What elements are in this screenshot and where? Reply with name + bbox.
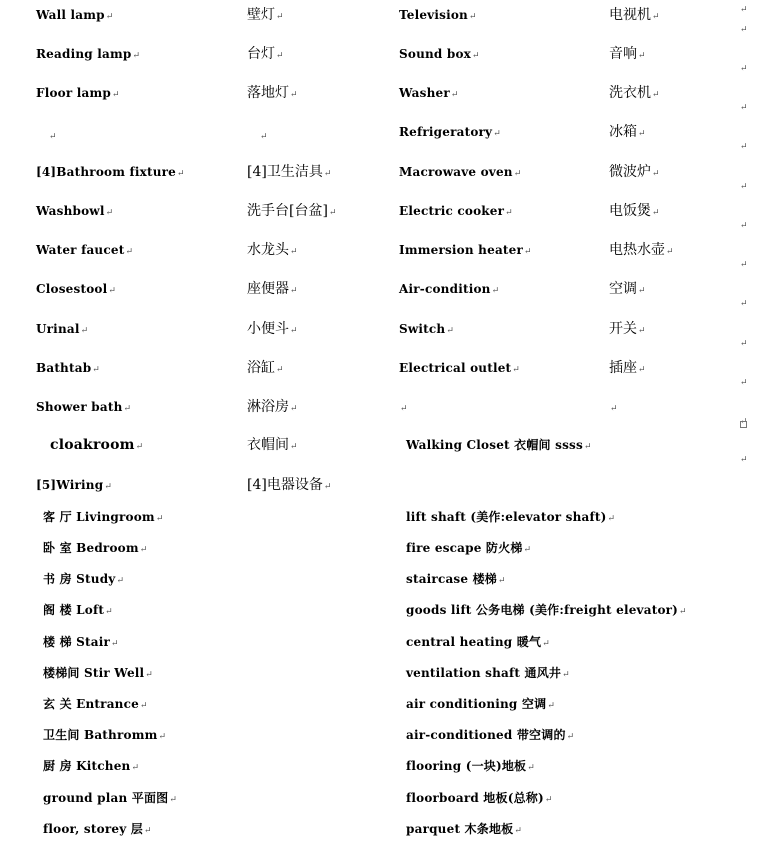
table-cell — [36, 203, 113, 221]
paragraph-mark-icon: ↵ — [610, 404, 618, 414]
table-cell — [36, 281, 116, 299]
list-item-left-text: 卧 室 Bedroom — [43, 541, 139, 555]
list-item-right — [406, 727, 574, 745]
table-cell-text: Walking Closet 衣帽间 ssss — [406, 438, 583, 452]
table-cell — [247, 360, 284, 378]
list-item-right-text: goods lift 公务电梯 (美作:freight elevator) — [406, 603, 679, 617]
row-end-mark-icon: ↵ — [740, 5, 748, 15]
table-cell — [609, 281, 646, 299]
table-cell — [36, 399, 131, 417]
paragraph-mark-icon: ↵ — [290, 90, 298, 100]
paragraph-mark-icon: ↵ — [566, 732, 575, 742]
list-item-right-text: fire escape 防火梯 — [406, 541, 523, 555]
list-item-right-text: ventilation shaft 通风井 — [406, 666, 562, 680]
paragraph-mark-icon: ↵ — [260, 132, 268, 142]
paragraph-mark-icon: ↵ — [112, 90, 120, 100]
paragraph-mark-icon: ↵ — [544, 795, 553, 805]
table-cell-text: Air-condition — [399, 282, 491, 296]
list-item-left-text: ground plan 平面图 — [43, 791, 169, 805]
table-cell-text: Electrical outlet — [399, 361, 512, 375]
table-cell — [259, 127, 268, 145]
paragraph-mark-icon: ↵ — [80, 326, 89, 336]
list-item-right-text: central heating 暖气 — [406, 635, 542, 649]
paragraph-mark-icon: ↵ — [145, 670, 154, 680]
list-item-right — [406, 634, 550, 652]
table-cell-text: 音响 — [609, 46, 637, 62]
list-item-left — [43, 696, 148, 714]
list-item-left-text: 楼 梯 Stair — [43, 635, 111, 649]
list-item-right — [406, 509, 615, 527]
paragraph-mark-icon: ↵ — [290, 442, 298, 452]
paragraph-mark-icon: ↵ — [638, 129, 646, 139]
paragraph-mark-icon: ↵ — [638, 51, 646, 61]
table-cell-text: 落地灯 — [247, 85, 289, 101]
paragraph-mark-icon: ↵ — [493, 129, 501, 139]
paragraph-mark-icon: ↵ — [542, 639, 550, 649]
paragraph-mark-icon: ↵ — [607, 514, 616, 524]
table-cell-text: Closestool — [36, 282, 108, 296]
paragraph-mark-icon: ↵ — [446, 326, 455, 336]
row-end-mark-icon: ↵ — [740, 142, 748, 152]
list-item-right — [406, 571, 506, 589]
paragraph-mark-icon: ↵ — [512, 365, 521, 375]
table-cell-text: 洗衣机 — [609, 85, 651, 101]
table-cell-text: Reading lamp — [36, 47, 132, 61]
paragraph-mark-icon: ↵ — [155, 514, 164, 524]
paragraph-mark-icon: ↵ — [116, 576, 125, 586]
table-cell-text: [5]Wiring — [36, 478, 104, 492]
paragraph-mark-icon: ↵ — [105, 607, 113, 617]
list-item-left-text: 卫生间 Bathromm — [43, 728, 158, 742]
table-cell-text: 电视机 — [609, 7, 651, 23]
paragraph-mark-icon: ↵ — [290, 326, 298, 336]
table-cell-text: [4]卫生洁具 — [247, 164, 323, 180]
list-item-left-text: 客 厅 Livingroom — [43, 510, 155, 524]
paragraph-mark-icon: ↵ — [527, 763, 536, 773]
table-cell — [247, 321, 298, 339]
table-resize-handle[interactable] — [740, 421, 747, 428]
table-cell — [36, 46, 140, 64]
table-cell-text: [4]Bathroom fixture — [36, 165, 176, 179]
paragraph-mark-icon: ↵ — [652, 208, 660, 218]
paragraph-mark-icon: ↵ — [547, 701, 556, 711]
row-end-mark-icon: ↵ — [740, 103, 748, 113]
paragraph-mark-icon: ↵ — [131, 763, 140, 773]
table-cell-text: cloakroom — [50, 437, 135, 453]
table-cell — [399, 281, 499, 299]
table-cell-text: 空调 — [609, 281, 637, 297]
list-item-left — [43, 758, 139, 776]
table-cell — [247, 203, 336, 221]
table-cell-text: Switch — [399, 322, 446, 336]
table-cell — [36, 164, 185, 182]
paragraph-mark-icon: ↵ — [472, 51, 480, 61]
table-cell-text: Washbowl — [36, 204, 105, 218]
table-cell-text: Television — [399, 8, 468, 22]
table-cell — [36, 242, 133, 260]
table-cell — [609, 399, 618, 417]
table-cell-text: Urinal — [36, 322, 80, 336]
table-cell-text: Washer — [399, 86, 450, 100]
row-end-mark-icon: ↵ — [740, 64, 748, 74]
table-cell-text: 洗手台[台盆] — [247, 203, 328, 219]
table-cell — [399, 164, 521, 182]
table-cell — [406, 437, 592, 455]
list-item-right — [406, 790, 553, 808]
paragraph-mark-icon: ↵ — [583, 442, 592, 452]
table-cell — [399, 7, 477, 25]
table-cell-text: 衣帽间 — [247, 437, 289, 453]
table-cell-text: 冰箱 — [609, 124, 637, 140]
paragraph-mark-icon: ↵ — [108, 286, 117, 296]
list-item-right-text: floorboard 地板(总称) — [406, 791, 544, 805]
list-item-left-text: 楼梯间 Stir Well — [43, 666, 145, 680]
paragraph-mark-icon: ↵ — [652, 90, 660, 100]
table-cell — [609, 164, 660, 182]
table-cell — [609, 124, 646, 142]
paragraph-mark-icon: ↵ — [177, 169, 185, 179]
table-cell-text: Electric cooker — [399, 204, 505, 218]
paragraph-mark-icon: ↵ — [92, 365, 101, 375]
paragraph-mark-icon: ↵ — [498, 576, 506, 586]
table-cell-text: 台灯 — [247, 46, 275, 62]
table-cell-text: Floor lamp — [36, 86, 112, 100]
paragraph-mark-icon: ↵ — [105, 12, 114, 22]
list-item-left — [43, 727, 166, 745]
table-cell-text: 浴缸 — [247, 360, 275, 376]
paragraph-mark-icon: ↵ — [276, 12, 284, 22]
table-cell-text: 壁灯 — [247, 7, 275, 23]
list-item-right-text: lift shaft (美作:elevator shaft) — [406, 510, 607, 524]
paragraph-mark-icon: ↵ — [652, 169, 660, 179]
paragraph-mark-icon: ↵ — [328, 208, 337, 218]
table-cell — [399, 321, 454, 339]
table-cell — [609, 360, 646, 378]
table-cell — [36, 477, 112, 495]
list-item-right — [406, 821, 522, 839]
row-end-mark-icon: ↵ — [740, 417, 748, 427]
table-cell-text: Refrigeratory — [399, 125, 493, 139]
table-cell — [399, 399, 408, 417]
paragraph-mark-icon: ↵ — [505, 208, 513, 218]
table-cell — [609, 85, 660, 103]
paragraph-mark-icon: ↵ — [491, 286, 500, 296]
table-cell-text: 淋浴房 — [247, 399, 289, 415]
paragraph-mark-icon: ↵ — [276, 365, 284, 375]
table-cell-text: 水龙头 — [247, 242, 289, 258]
list-item-right-text: air conditioning 空调 — [406, 697, 547, 711]
table-cell-text: 开关 — [609, 321, 637, 337]
table-cell — [247, 399, 298, 417]
list-item-right — [406, 758, 535, 776]
table-cell — [399, 360, 520, 378]
list-item-right — [406, 602, 687, 620]
table-cell — [399, 85, 459, 103]
list-item-left — [43, 665, 153, 683]
row-end-mark-icon: ↵ — [740, 260, 748, 270]
table-cell — [399, 242, 532, 260]
paragraph-mark-icon: ↵ — [104, 482, 113, 492]
table-cell-text: Immersion heater — [399, 243, 524, 257]
list-item-left — [43, 634, 119, 652]
table-cell — [247, 242, 298, 260]
row-end-mark-icon: ↵ — [740, 221, 748, 231]
table-cell-text: 小便斗 — [247, 321, 289, 337]
paragraph-mark-icon: ↵ — [666, 247, 674, 257]
table-cell-text: Macrowave oven — [399, 165, 513, 179]
paragraph-mark-icon: ↵ — [323, 169, 332, 179]
row-end-mark-icon: ↵ — [740, 339, 748, 349]
table-cell — [50, 437, 143, 455]
list-item-left — [43, 571, 124, 589]
list-item-left — [43, 790, 177, 808]
paragraph-mark-icon: ↵ — [679, 607, 687, 617]
table-cell — [609, 321, 646, 339]
list-item-left-text: 厨 房 Kitchen — [43, 759, 131, 773]
table-cell — [36, 7, 113, 25]
row-end-mark-icon: ↵ — [740, 299, 748, 309]
paragraph-mark-icon: ↵ — [135, 442, 144, 452]
paragraph-mark-icon: ↵ — [514, 826, 523, 836]
table-cell-text: 微波炉 — [609, 164, 651, 180]
table-cell — [399, 203, 513, 221]
table-cell — [36, 321, 88, 339]
row-end-mark-icon: ↵ — [740, 25, 748, 35]
paragraph-mark-icon: ↵ — [290, 247, 298, 257]
list-item-left — [43, 509, 164, 527]
paragraph-mark-icon: ↵ — [523, 545, 532, 555]
table-cell — [247, 7, 284, 25]
list-item-right-text: parquet 木条地板 — [406, 822, 514, 836]
table-cell — [247, 164, 331, 182]
list-item-left-text: 阁 楼 Loft — [43, 603, 105, 617]
table-cell — [48, 127, 57, 145]
list-item-right-text: air-conditioned 带空调的 — [406, 728, 566, 742]
paragraph-mark-icon: ↵ — [123, 404, 132, 414]
table-cell — [36, 360, 100, 378]
paragraph-mark-icon: ↵ — [468, 12, 477, 22]
paragraph-mark-icon: ↵ — [638, 326, 646, 336]
paragraph-mark-icon: ↵ — [290, 404, 298, 414]
paragraph-mark-icon: ↵ — [49, 132, 57, 142]
list-item-left — [43, 602, 113, 620]
table-cell — [247, 437, 298, 455]
table-cell-text: [4]电器设备 — [247, 477, 323, 493]
paragraph-mark-icon: ↵ — [139, 545, 148, 555]
table-cell-text: 电热水壶 — [609, 242, 665, 258]
paragraph-mark-icon: ↵ — [143, 826, 152, 836]
paragraph-mark-icon: ↵ — [111, 639, 119, 649]
paragraph-mark-icon: ↵ — [169, 795, 178, 805]
table-cell — [609, 7, 660, 25]
table-cell — [247, 85, 298, 103]
table-cell — [247, 477, 331, 495]
paragraph-mark-icon: ↵ — [450, 90, 459, 100]
table-cell-text: 插座 — [609, 360, 637, 376]
list-item-right-text: flooring (一块)地板 — [406, 759, 527, 773]
paragraph-mark-icon: ↵ — [276, 51, 284, 61]
list-item-right — [406, 540, 531, 558]
paragraph-mark-icon: ↵ — [105, 208, 114, 218]
paragraph-mark-icon: ↵ — [638, 286, 646, 296]
table-cell-text: Water faucet — [36, 243, 125, 257]
list-item-left-text: floor, storey 层 — [43, 822, 143, 836]
table-cell — [399, 124, 501, 142]
table-cell — [247, 281, 298, 299]
table-cell-text: Shower bath — [36, 400, 123, 414]
paragraph-mark-icon: ↵ — [290, 286, 298, 296]
paragraph-mark-icon: ↵ — [158, 732, 167, 742]
row-end-mark-icon: ↵ — [740, 182, 748, 192]
table-cell-text: Bathtab — [36, 361, 92, 375]
paragraph-mark-icon: ↵ — [524, 247, 532, 257]
paragraph-mark-icon: ↵ — [638, 365, 646, 375]
list-item-right — [406, 665, 570, 683]
list-item-left-text: 书 房 Study — [43, 572, 116, 586]
paragraph-mark-icon: ↵ — [562, 670, 570, 680]
table-cell — [609, 46, 646, 64]
list-item-left-text: 玄 关 Entrance — [43, 697, 139, 711]
paragraph-mark-icon: ↵ — [132, 51, 141, 61]
table-cell — [247, 46, 284, 64]
table-cell-text: Sound box — [399, 47, 472, 61]
table-cell-text: 电饭煲 — [609, 203, 651, 219]
list-item-right — [406, 696, 555, 714]
list-item-left — [43, 821, 152, 839]
table-cell — [609, 242, 674, 260]
table-cell-text: 座便器 — [247, 281, 289, 297]
paragraph-mark-icon: ↵ — [400, 404, 408, 414]
table-cell — [609, 203, 660, 221]
list-item-right-text: staircase 楼梯 — [406, 572, 498, 586]
paragraph-mark-icon: ↵ — [139, 701, 148, 711]
list-item-left — [43, 540, 148, 558]
row-end-mark-icon: ↵ — [740, 378, 748, 388]
table-cell-text: Wall lamp — [36, 8, 105, 22]
paragraph-mark-icon: ↵ — [652, 12, 660, 22]
paragraph-mark-icon: ↵ — [323, 482, 332, 492]
row-end-mark-icon: ↵ — [740, 455, 748, 465]
paragraph-mark-icon: ↵ — [125, 247, 134, 257]
paragraph-mark-icon: ↵ — [513, 169, 522, 179]
table-cell — [36, 85, 120, 103]
table-cell — [399, 46, 480, 64]
